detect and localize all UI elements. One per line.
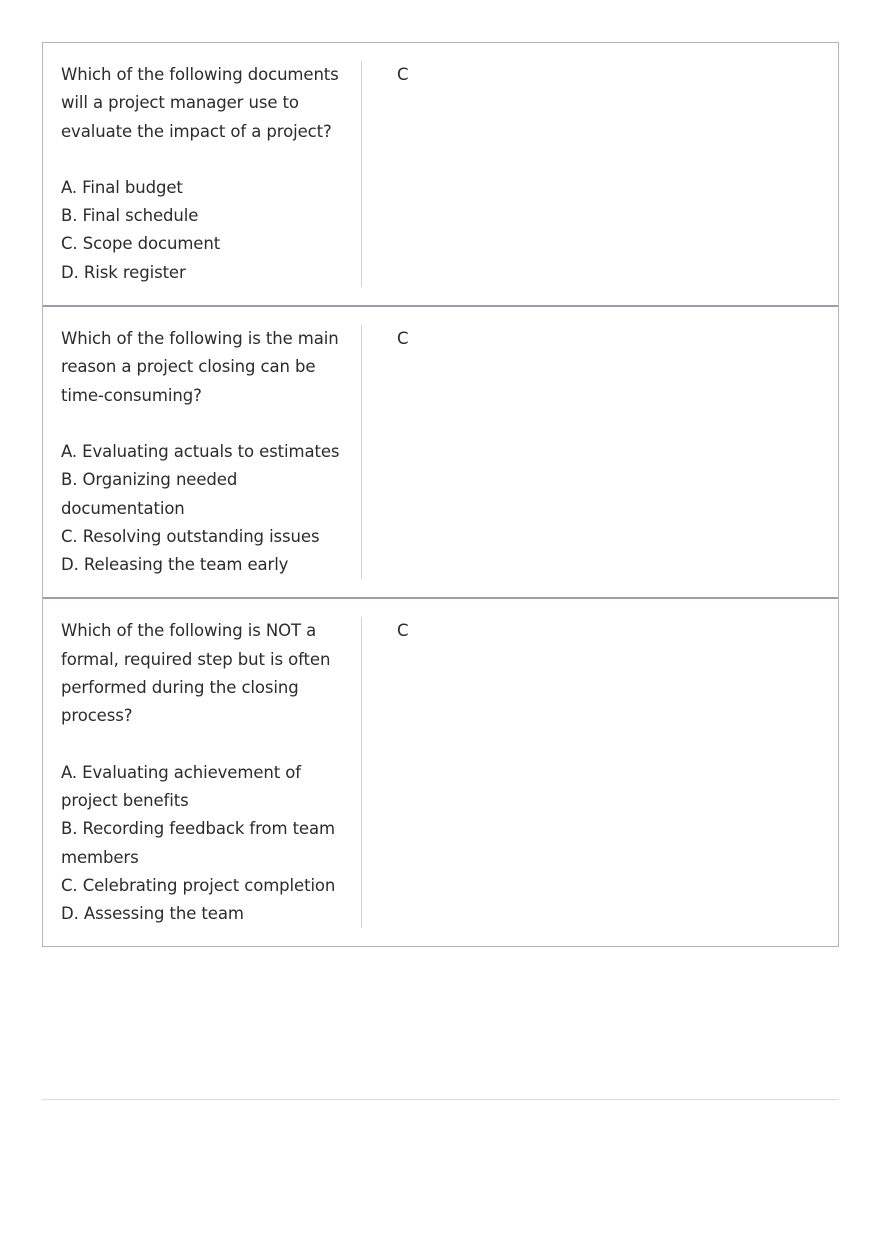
qa-row [43,307,838,599]
option-b: B. Organizing needed documentation [61,470,238,518]
qa-row [43,599,838,946]
option-a: A. Evaluating achievement of project benefits [61,762,301,810]
answer-cell: C [397,329,409,349]
option-c: C. Scope document [61,234,221,254]
question-text: Which of the following documents will a project manager use to evaluate the impact of a project? [61,65,339,141]
question-cell [61,325,362,579]
question-cell [61,617,362,928]
qa-table [42,42,839,947]
option-c: C. Celebrating project completion [61,875,336,895]
qa-row [43,43,838,307]
option-d: D. Risk register [61,262,186,282]
question-text: Which of the following is the main reason a project closing can be time-consuming? [61,329,339,405]
option-a: A. Evaluating actuals to estimates [61,441,340,461]
option-a: A. Final budget [61,177,183,197]
footer-divider [42,1099,839,1100]
option-b: B. Recording feedback from team members [61,819,335,867]
answer-cell: C [397,621,409,641]
option-b: B. Final schedule [61,206,199,226]
option-d: D. Releasing the team early [61,555,289,575]
question-cell [61,61,362,287]
option-d: D. Assessing the team [61,904,244,924]
option-c: C. Resolving outstanding issues [61,526,320,546]
answer-cell: C [397,65,409,84]
question-text: Which of the following is NOT a formal, required step but is often performed during the closing process? [61,621,331,726]
